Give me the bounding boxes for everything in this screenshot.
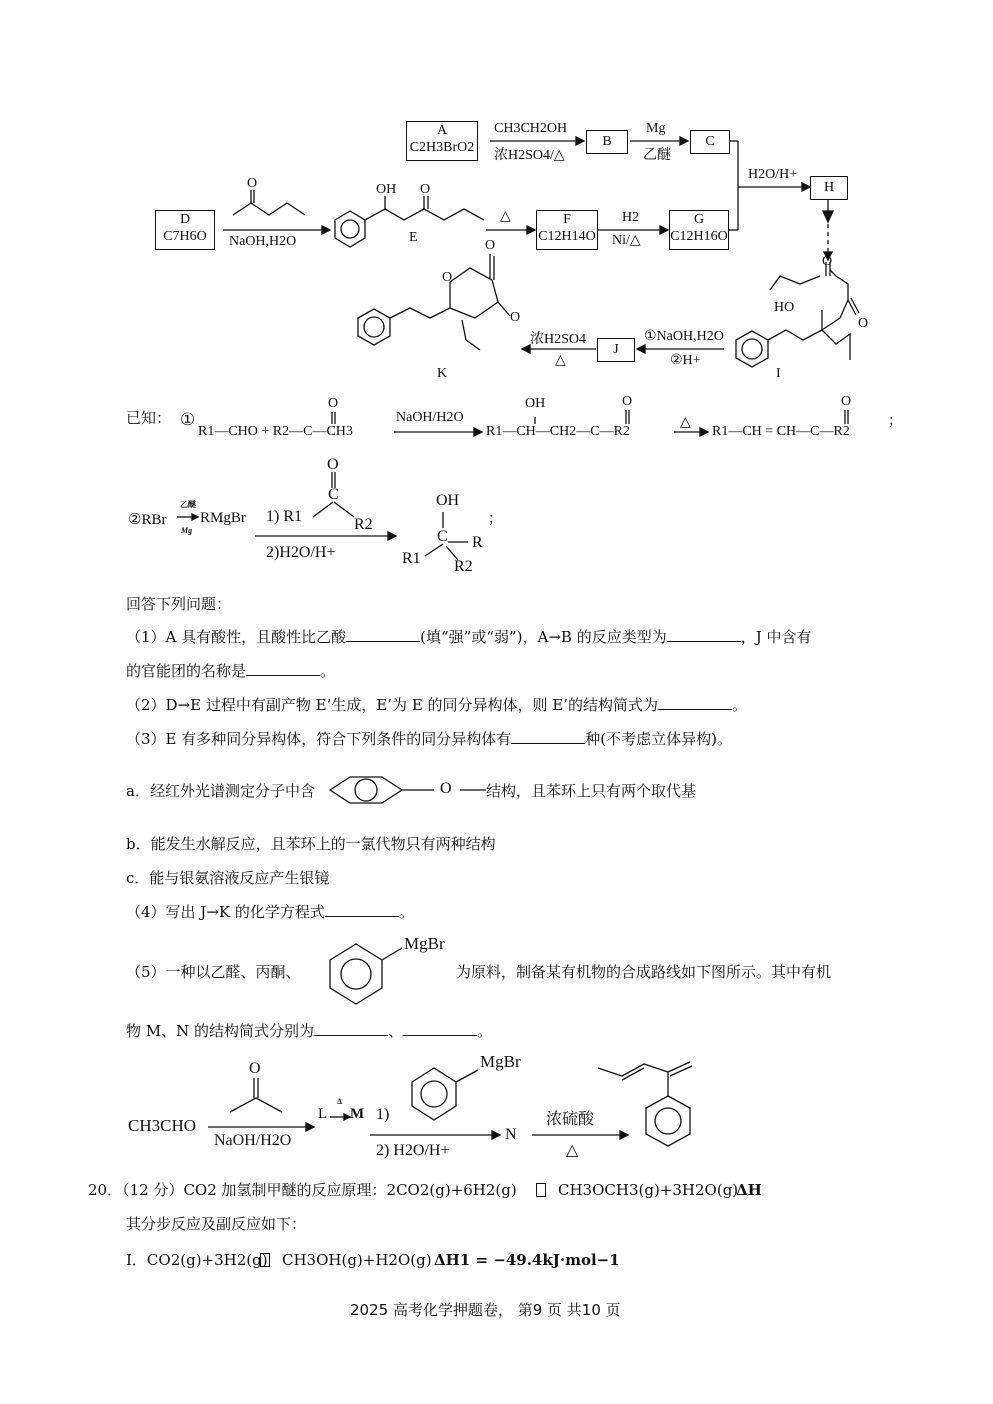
q5-sep: 、 xyxy=(388,1022,404,1040)
known-r2-oh: OH xyxy=(436,492,460,509)
question-2 xyxy=(126,695,747,715)
q2-blank[interactable] xyxy=(658,695,732,710)
e-oh: OH xyxy=(376,182,397,197)
known-r2-start: ②RBr xyxy=(128,512,167,528)
e-o: O xyxy=(420,182,431,197)
q1-blank-2[interactable] xyxy=(667,627,741,642)
route-acid-heat: △ xyxy=(566,1142,579,1159)
e-label: E xyxy=(409,230,418,245)
q2-text-b: 。 xyxy=(732,696,748,714)
q5-text-c: 物 M、N 的结构简式分别为 xyxy=(126,1022,315,1040)
question-1-line-1 xyxy=(126,627,812,647)
known-r1-num: ① xyxy=(180,410,196,429)
known-r1-cond: NaOH/H2O xyxy=(396,410,464,425)
condition-a-1: a．经红外光谱测定分子中含 xyxy=(126,782,315,800)
ab-top-label: CH3CH2OH xyxy=(494,121,568,136)
q20-missing-glyph-2 xyxy=(260,1253,270,1267)
condition-c: c．能与银氨溶液反应产生银镜 xyxy=(126,869,330,887)
k-top-o: O xyxy=(485,238,496,253)
box-j: J xyxy=(597,338,635,362)
q20-dh: ΔH xyxy=(736,1181,762,1199)
q20-head-right: CH3OCH3(g)+3H2O(g) xyxy=(558,1181,739,1199)
ij-bottom-label: ②H+ xyxy=(670,353,701,368)
question-5-line-1a: （5）一种以乙醛、丙酮、 xyxy=(126,963,301,981)
box-g xyxy=(669,210,729,250)
box-a-formula: C2H3BrO2 xyxy=(409,140,475,155)
route-heat: Δ xyxy=(337,1097,343,1106)
box-g-letter: G xyxy=(693,212,705,227)
question-3 xyxy=(126,729,732,749)
jk-bottom-label: △ xyxy=(555,353,566,368)
box-a xyxy=(406,121,478,161)
route-acid: 浓硫酸 xyxy=(546,1111,595,1128)
box-d xyxy=(155,210,215,250)
q4-text-a: （4）写出 J→K 的化学方程式 xyxy=(126,903,325,921)
known-r1-prod: R1—CH = CH—C—R2 xyxy=(712,424,850,439)
known-r2-c: C xyxy=(328,486,339,503)
known-r2-cond-top: 乙醚 xyxy=(180,500,196,509)
known-r2-cond-bottom: Mg xyxy=(181,526,193,535)
q20-head: 20．（12 分）CO2 加氢制甲醚的反应原理：2CO2(g)+6H2(g) xyxy=(88,1181,517,1199)
k-right-o: O xyxy=(510,310,521,325)
butanone-o: O xyxy=(247,176,258,191)
i-ketone-o: O xyxy=(858,316,869,331)
question-1-line-2 xyxy=(126,661,335,681)
condition-a-2: 结构，且苯环上只有两个取代基 xyxy=(486,782,697,800)
box-h: H xyxy=(810,176,848,200)
route-acetone-o: O xyxy=(249,1060,261,1077)
box-a-letter: A xyxy=(436,123,448,138)
box-c: C xyxy=(690,130,730,154)
known-r2-prod-r2: R2 xyxy=(454,558,473,575)
ab-bottom-label: 浓H2SO4/△ xyxy=(494,148,565,163)
route-m: M xyxy=(350,1106,365,1122)
condition-b: b．能发生水解反应，且苯环上的一氯代物只有两种结构 xyxy=(126,835,496,853)
known-r2-step1: 1) R1 xyxy=(266,508,302,525)
de-bottom-label: NaOH,H2O xyxy=(229,234,297,249)
to-h-label: H2O/H+ xyxy=(748,167,798,182)
q5-mgbr: MgBr xyxy=(404,934,445,953)
route-start: CH3CHO xyxy=(128,1116,197,1135)
q1-blank-3[interactable] xyxy=(246,661,320,676)
known-r1-reactants: R1—CHO + R2—C—CH3 xyxy=(198,424,353,439)
known-r2-prod-c: C xyxy=(437,528,448,545)
question-5-line-1b: 为原料，制备某有机物的合成路线如下图所示。其中有机 xyxy=(456,963,832,981)
question-4 xyxy=(126,902,414,922)
q1-text-c: ，J 中含有 xyxy=(740,628,812,646)
known-r2-prod-r1: R1 xyxy=(402,550,421,567)
route-n: N xyxy=(505,1126,517,1143)
q1-text-a: （1）A 具有酸性，且酸性比乙酸 xyxy=(126,628,347,646)
known-r2-grignard: RMgBr xyxy=(200,510,246,526)
box-b: B xyxy=(586,130,628,154)
route-step2: 2) H2O/H+ xyxy=(376,1142,450,1159)
q1-text-b: (填“强”或“弱”)，A→B 的反应类型为 xyxy=(420,628,667,646)
known-prefix: 已知： xyxy=(126,409,172,427)
box-f-letter: F xyxy=(563,212,571,227)
q2-text-a: （2）D→E 过程中有副产物 E’生成，E’为 E 的同分异构体，则 E’的结构简式为 xyxy=(126,696,659,714)
q3-text-a: （3）E 有多种同分异构体，符合下列条件的同分异构体有 xyxy=(126,730,512,748)
q1-text-d: 的官能团的名称是 xyxy=(126,662,247,680)
k-label: K xyxy=(437,366,448,381)
route-step1: 1) xyxy=(376,1106,390,1123)
known-semicolon-1: ； xyxy=(888,414,902,429)
known-r1-o1: O xyxy=(328,396,339,411)
question-5-line-2 xyxy=(126,1021,492,1041)
known-r1-mid: R1—CH—CH2—C—R2 xyxy=(486,424,630,439)
box-g-formula: C12H16O xyxy=(670,229,728,244)
ij-top-label: ①NaOH,H2O xyxy=(644,329,724,344)
condition-a-o: O xyxy=(440,780,452,797)
q20-sub: 其分步反应及副反应如下： xyxy=(126,1215,307,1233)
box-f-formula: C12H14O xyxy=(538,229,596,244)
fg-top-label: H2 xyxy=(622,210,640,225)
questions-intro: 回答下列问题： xyxy=(126,595,232,613)
box-d-formula: C7H6O xyxy=(163,229,207,244)
q5-blank-m[interactable] xyxy=(314,1021,388,1036)
i-ho: HO xyxy=(774,300,795,315)
known-r1-heat: △ xyxy=(680,415,691,430)
route-l: L xyxy=(318,1106,328,1122)
route-mgbr: MgBr xyxy=(480,1052,521,1071)
ef-top-label: △ xyxy=(500,209,511,224)
box-f xyxy=(536,210,598,250)
q20-r1-dh: ΔH1 = −49.4kJ·mol−1 xyxy=(434,1251,620,1269)
q1-blank-1[interactable] xyxy=(346,627,420,642)
known-r2-r2: R2 xyxy=(354,516,373,533)
known-r1-o3: O xyxy=(841,394,852,409)
q3-blank[interactable] xyxy=(511,729,585,744)
q4-blank[interactable] xyxy=(325,902,399,917)
q20-missing-glyph-1 xyxy=(536,1183,546,1197)
q3-text-b: 种(不考虑立体异构)。 xyxy=(585,730,732,748)
k-ring-o: O xyxy=(442,270,453,285)
known-r1-oh: OH xyxy=(525,396,546,411)
bc-bottom-label: 乙醚 xyxy=(643,148,671,163)
q1-text-e: 。 xyxy=(320,662,336,680)
fg-bottom-label: Ni/△ xyxy=(612,233,641,248)
page-footer: 2025 高考化学押题卷， 第9 页 共10 页 xyxy=(350,1301,621,1319)
i-ester-o: O xyxy=(822,254,833,269)
q5-blank-n[interactable] xyxy=(403,1021,477,1036)
known-r1-o2: O xyxy=(622,394,633,409)
q20-r1-left: I．CO2(g)+3H2(g) xyxy=(126,1251,268,1269)
known-r2-step2: 2)H2O/H+ xyxy=(266,544,336,561)
box-d-letter: D xyxy=(179,212,191,227)
i-label: I xyxy=(776,366,781,381)
q4-text-b: 。 xyxy=(398,903,414,921)
route-cond1: NaOH/H2O xyxy=(214,1132,292,1149)
q20-r1-right: CH3OH(g)+H2O(g) xyxy=(282,1251,432,1269)
known-semicolon-2: ； xyxy=(488,512,502,527)
q5-end: 。 xyxy=(477,1022,493,1040)
jk-top-label: 浓H2SO4 xyxy=(530,332,587,347)
bc-top-label: Mg xyxy=(646,121,666,136)
known-r2-o: O xyxy=(327,456,339,473)
known-r2-prod-r: R xyxy=(472,534,483,551)
